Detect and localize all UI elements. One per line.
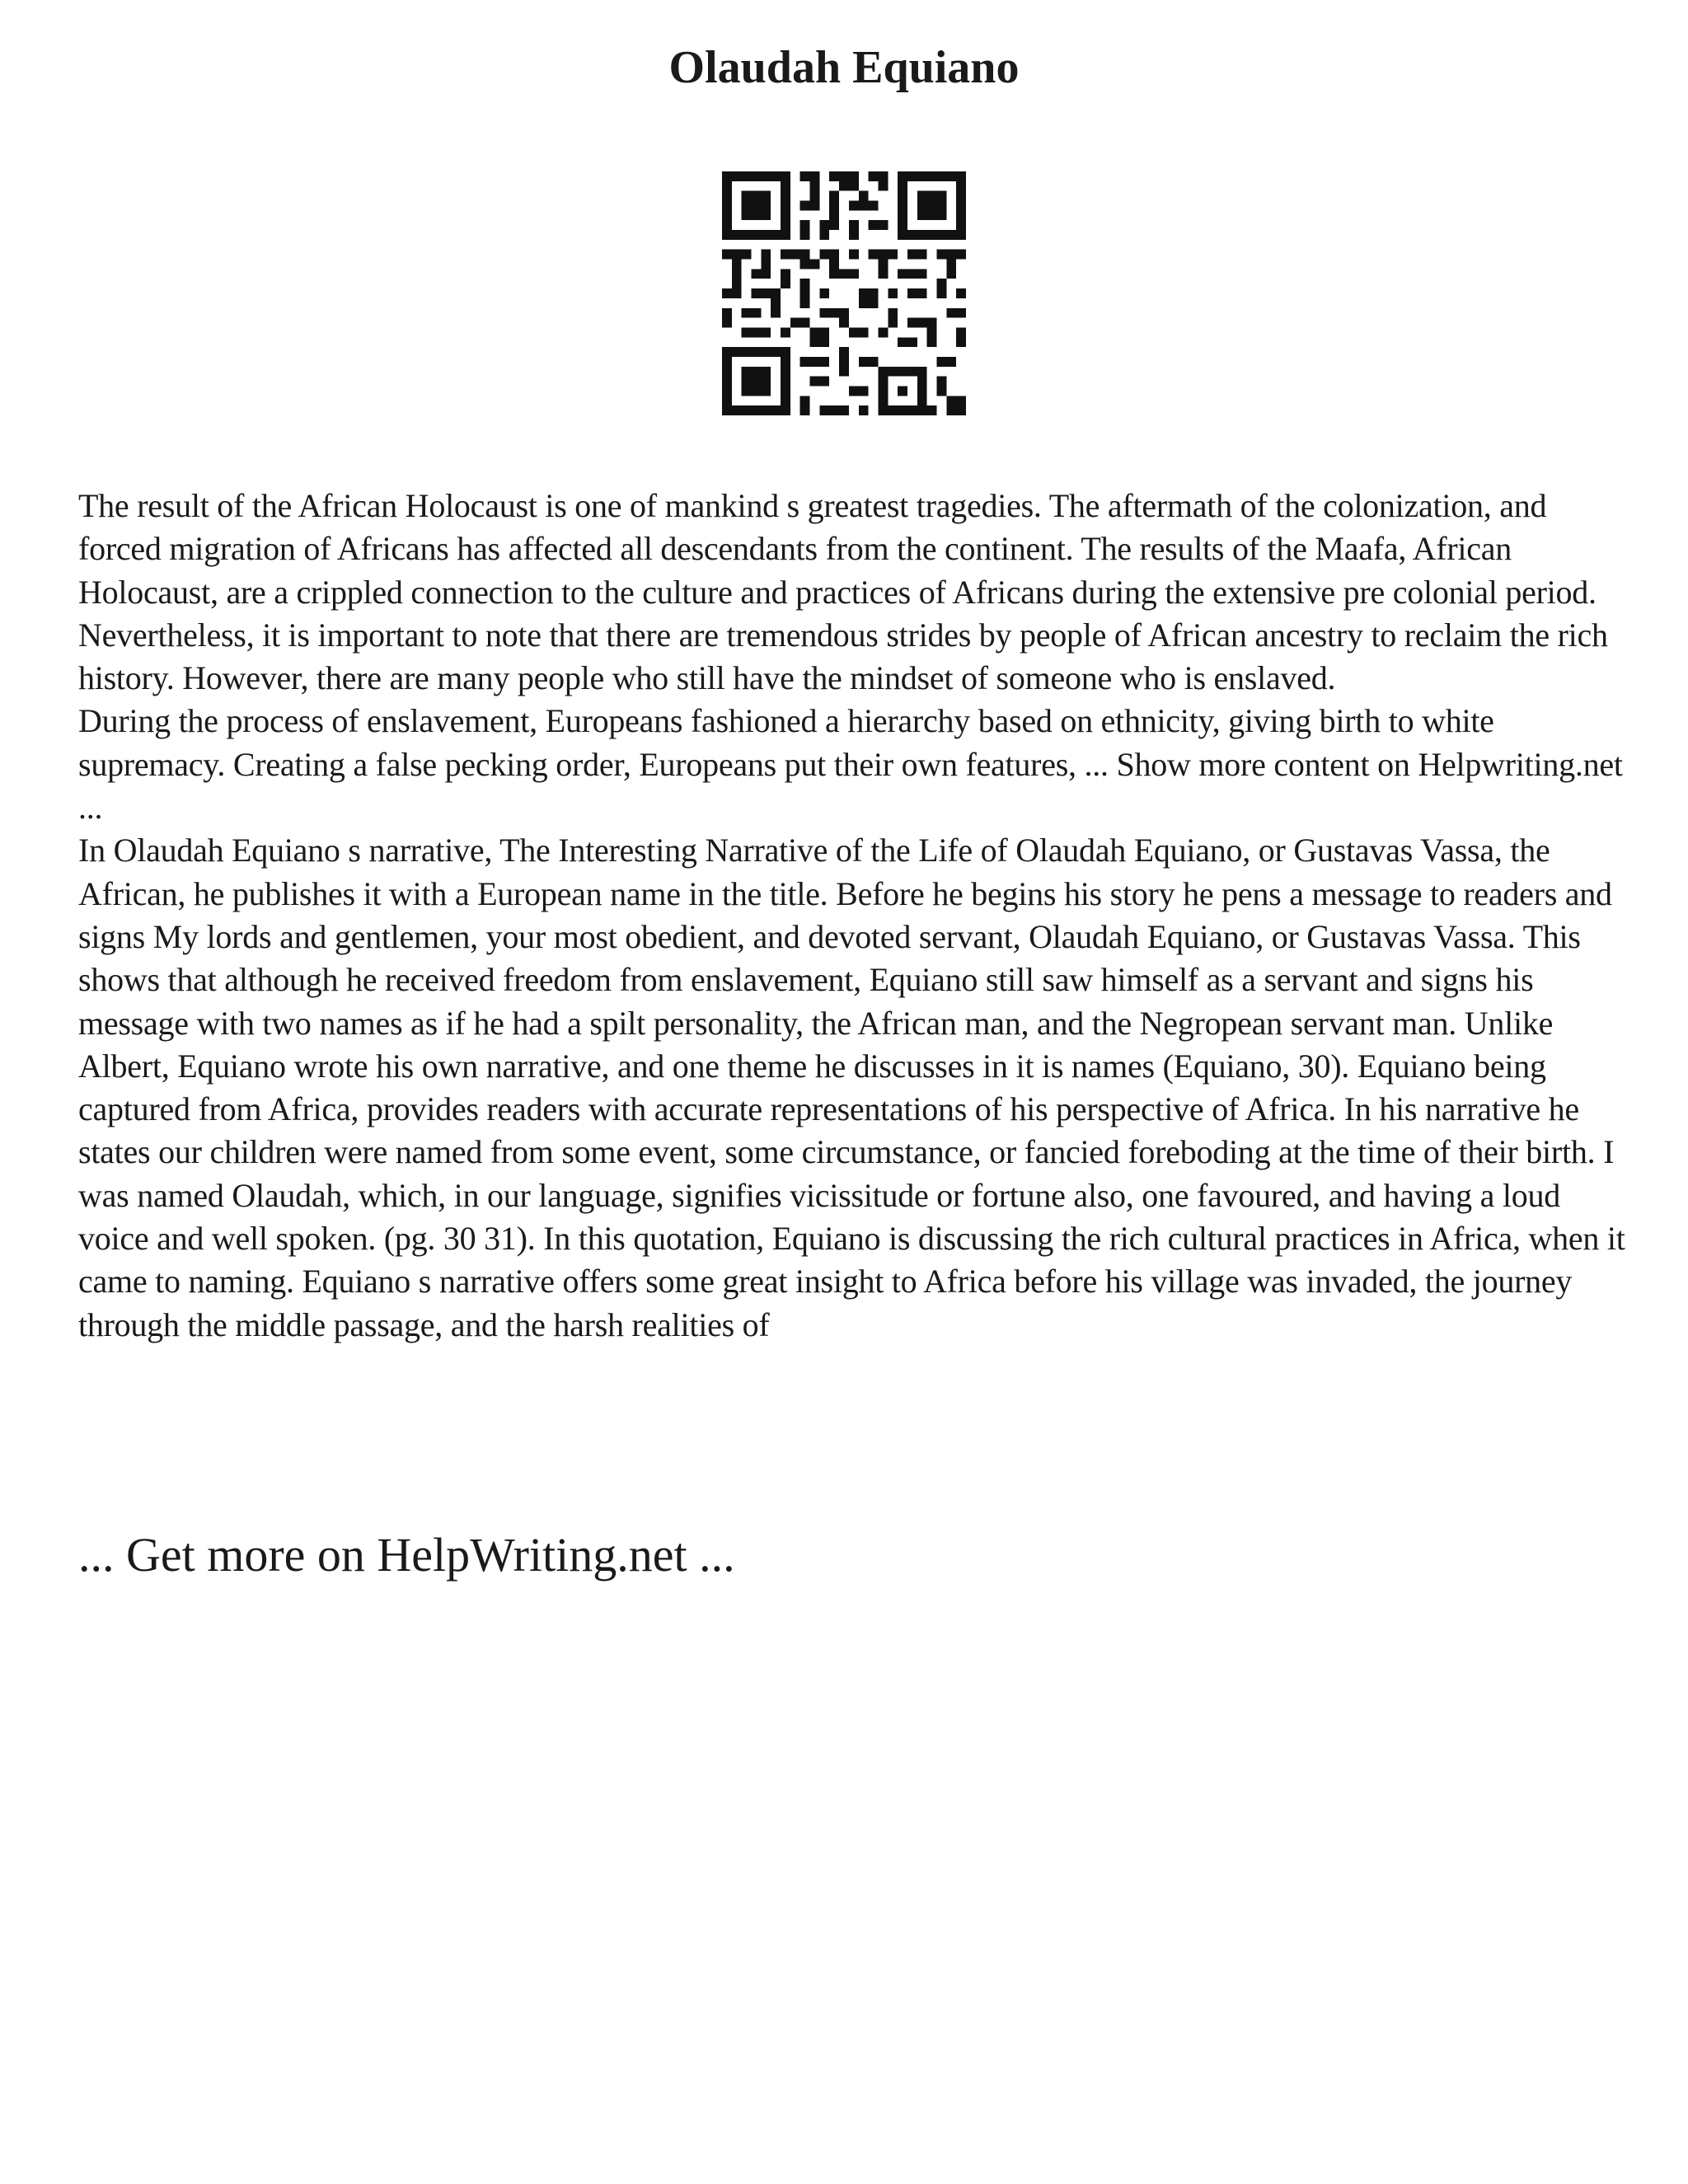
paragraph-3: In Olaudah Equiano s narrative, The Interesting Narrative of the Life of Olaudah Equiano, or Gustavas Vassa, the African, he publishes it with a European name in the title. Before he begins his story he pens a message to readers and signs My lords and gentlemen, your most obedient, and devoted servant, Olaudah Equiano, or Gustavas Vassa. This shows that although he received freedom from enslavement, Equiano still saw himself as a servant and signs his message with two names as if he had a spilt personality, the African man, and the Negropean servant man. Unlike Albert, Equiano wrote his own narrative, and one theme he discusses in it is names (Equiano, 30). Equiano being captured from Africa, provides readers with accurate representations of his perspective of Africa. In his narrative he states our children were named from some event, some circumstance, or fancied foreboding at the time of their birth. I was named Olaudah, which, in our language, signifies vicissitude or fortune also, one favoured, and having a loud voice and well spoken. (pg. 30 31). In this quotation, Equiano is discussing the rich cultural practices in Africa, when it came to naming. Equiano s narrative offers some great insight to Africa before his village was invaded, the journey through the middle passage, and the harsh realities of: [78, 832, 1625, 1343]
qr-code-image: [722, 171, 966, 415]
document-title: Olaudah Equiano: [668, 42, 1020, 93]
document-body: [78, 485, 1628, 1347]
paragraph-1: The result of the African Holocaust is one of mankind s greatest tragedies. The aftermath of the colonization, and forced migration of Africans has affected all descendants from the continent. The results of the Maafa, African Holocaust, are a crippled connection to the culture and practices of Africans during the extensive pre colonial period. Nevertheless, it is important to note that there are tremendous strides by people of African ancestry to reclaim the rich history. However, there are many people who still have the mindset of someone who is enslaved.: [78, 487, 1608, 697]
get-more-link[interactable]: ... Get more on HelpWriting.net ...: [78, 1528, 735, 1582]
paragraph-2: During the process of enslavement, Europeans fashioned a hierarchy based on ethnicity, giving birth to white supremacy. Creating a false pecking order, Europeans put their own features, ... Show more content on Helpwriting.net ...: [78, 702, 1623, 827]
qr-code: [722, 171, 966, 415]
